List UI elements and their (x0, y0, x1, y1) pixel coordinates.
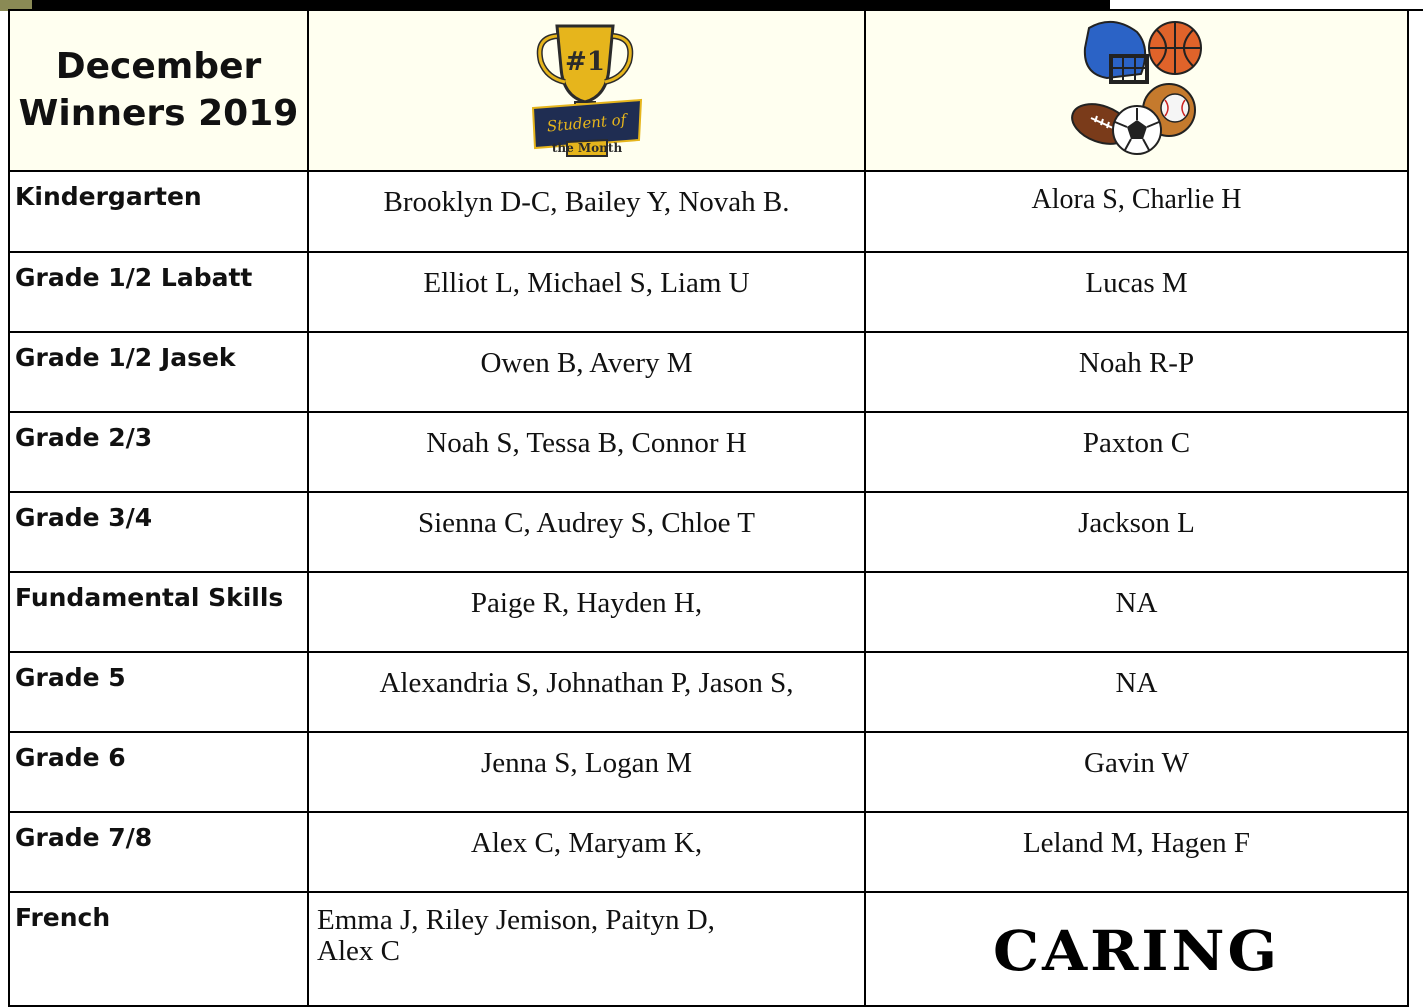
table-row (9, 732, 1408, 812)
athlete-names: Alora S, Charlie H (865, 171, 1408, 252)
student-of-month-names: Paige R, Hayden H, (308, 572, 865, 652)
athlete-names: Lucas M (865, 252, 1408, 332)
student-of-month-names: Alex C, Maryam K, (308, 812, 865, 892)
title-line-1: December (55, 46, 262, 88)
student-of-month-names: Sienna C, Audrey S, Chloe T (308, 492, 865, 572)
page-title (9, 10, 308, 171)
athlete-names: Leland M, Hagen F (865, 812, 1408, 892)
trophy-number: #1 (564, 47, 605, 77)
student-of-month-names: Jenna S, Logan M (308, 732, 865, 812)
table-row (9, 572, 1408, 652)
class-name: Grade 6 (9, 732, 308, 812)
class-name: Grade 2/3 (9, 412, 308, 492)
student-of-month-names (308, 892, 865, 1006)
header-row (9, 10, 1408, 171)
class-name: Grade 1/2 Labatt (9, 252, 308, 332)
table-row (9, 652, 1408, 732)
table-row (9, 892, 1408, 1006)
student-of-month-names: Noah S, Tessa B, Connor H (308, 412, 865, 492)
value-word-cell (865, 892, 1408, 1006)
table-row (9, 412, 1408, 492)
class-name: Grade 5 (9, 652, 308, 732)
class-name: Grade 7/8 (9, 812, 308, 892)
trophy-ribbon-line1: Student of (545, 110, 627, 136)
table-row (9, 812, 1408, 892)
athlete-names: NA (865, 652, 1408, 732)
student-of-month-names: Alexandria S, Johnathan P, Jason S, (308, 652, 865, 732)
title-line-2: Winners 2019 (18, 92, 299, 134)
sports-header (865, 10, 1408, 171)
sports-balls-icon (1067, 18, 1207, 158)
athlete-names: Jackson L (865, 492, 1408, 572)
french-names-line-1: Emma J, Riley Jemison, Paityn D, (317, 904, 715, 936)
table-row (9, 171, 1408, 252)
athlete-names: Noah R-P (865, 332, 1408, 412)
french-names-line-2: Alex C (317, 934, 400, 967)
table-row (9, 492, 1408, 572)
value-word: CARING (992, 918, 1281, 984)
table-row (9, 252, 1408, 332)
class-name: Grade 1/2 Jasek (9, 332, 308, 412)
class-name: French (9, 892, 308, 1006)
table-row (9, 332, 1408, 412)
class-name: Grade 3/4 (9, 492, 308, 572)
trophy-icon (527, 18, 647, 158)
class-name: Kindergarten (9, 171, 308, 252)
winners-table (8, 9, 1409, 1007)
athlete-names: Paxton C (865, 412, 1408, 492)
student-of-month-names: Elliot L, Michael S, Liam U (308, 252, 865, 332)
athlete-names: NA (865, 572, 1408, 652)
class-name: Fundamental Skills (9, 572, 308, 652)
student-of-month-names: Owen B, Avery M (308, 332, 865, 412)
student-of-month-header (308, 10, 865, 171)
trophy-ribbon-line2: the Month (551, 141, 622, 155)
athlete-names: Gavin W (865, 732, 1408, 812)
student-of-month-names: Brooklyn D-C, Bailey Y, Novah B. (308, 171, 865, 252)
